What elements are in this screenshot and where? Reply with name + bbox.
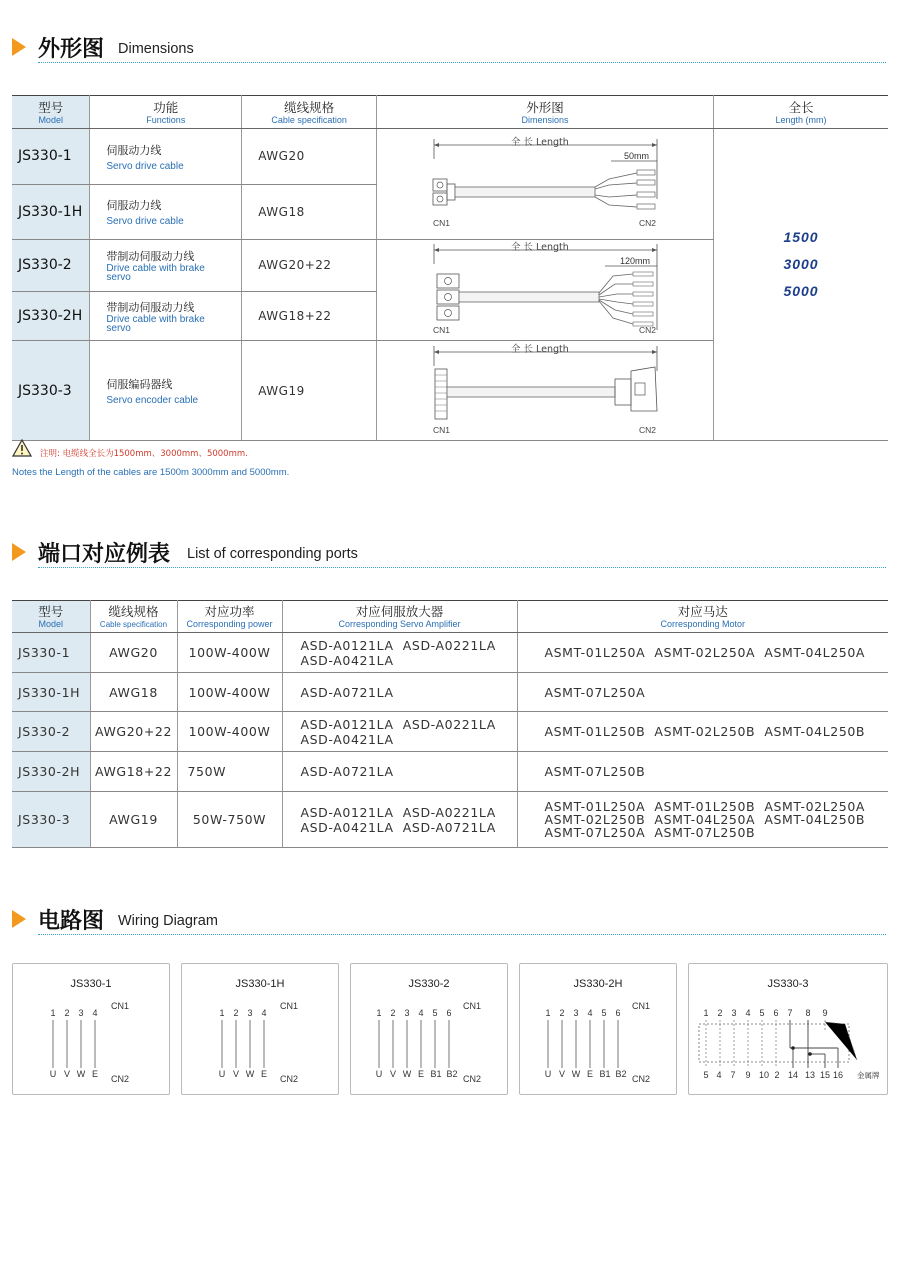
terminal-label: U [375, 1069, 383, 1079]
pin-label: 8 [805, 1008, 811, 1018]
terminal-label: V [232, 1069, 240, 1079]
terminal-label: E [417, 1069, 425, 1079]
cable-spec: AWG19 [90, 792, 177, 848]
power-value: 750W [177, 752, 282, 792]
wiring-title: JS330-1H [235, 978, 285, 990]
model-cell: JS330-1 [12, 129, 90, 185]
table-row [12, 712, 888, 752]
header-cable: 缆线规格 Cable specification [242, 96, 377, 129]
function-cn: 伺服动力线 [106, 143, 162, 157]
terminal-label: B1 [599, 1069, 611, 1079]
pin-label: 1 [50, 1008, 56, 1018]
section-title-en: Dimensions [118, 41, 194, 57]
model-cell: JS330-2 [12, 240, 90, 292]
header-cable: 缆线规格 Cable specification [90, 601, 177, 633]
cn1-label: CN1 [433, 425, 451, 435]
shield-label: 金属牌 [857, 1071, 880, 1080]
table-row [12, 129, 888, 185]
brake-cable-drawing [377, 240, 713, 336]
model-cell: JS330-3 [12, 341, 90, 441]
motor-cell: ASMT-07L250B [517, 752, 888, 792]
pin-label: 5 [601, 1008, 607, 1018]
header-motor: 对应马达 Corresponding Motor [517, 601, 888, 633]
pin-label: 4 [587, 1008, 593, 1018]
dimensions-table [12, 95, 888, 441]
amplifier-cell: ASD-A0121LA ASD-A0221LA ASD-A0421LA ASD-A0721LA [282, 792, 517, 848]
dim-120mm: 120mm [620, 256, 651, 266]
cn2-label: CN2 [639, 425, 657, 435]
pin-label: 2 [233, 1008, 239, 1018]
motor-cell: ASMT-01L250A ASMT-02L250A ASMT-04L250A [517, 633, 888, 673]
table-row [12, 673, 888, 712]
terminal-label: 7 [730, 1070, 736, 1080]
terminal-label: B2 [446, 1069, 458, 1079]
cn2-label: CN2 [632, 1074, 651, 1084]
section-arrow-icon [12, 38, 26, 56]
header-amplifier: 对应伺服放大器 Corresponding Servo Amplifier [282, 601, 517, 633]
pin-label: 2 [717, 1008, 723, 1018]
header-length: 全长 Length (mm) [714, 96, 888, 129]
drawing-power-cable [377, 129, 714, 240]
terminal-label: B2 [615, 1069, 627, 1079]
terminal-label: 16 [832, 1070, 844, 1080]
motor-cell: ASMT-01L250A ASMT-01L250B ASMT-02L250A ASMT-02L250B ASMT-04L250A ASMT-04L250B ASMT-07L250A ASMT-07L250B [517, 792, 888, 848]
terminal-label: 10 [758, 1070, 770, 1080]
cable-spec: AWG20+22 [90, 712, 177, 752]
amplifier-cell: ASD-A0721LA [282, 752, 517, 792]
table-row [12, 633, 888, 673]
terminal-label: U [218, 1069, 226, 1079]
section-title-cn: 电路图 [38, 909, 105, 934]
function-en: Drive cable with brake servo [106, 263, 205, 284]
length-label: 全 长 Length [511, 242, 569, 253]
wiring-diagram-js330-3 [688, 963, 888, 1095]
header-power: 对应功率 Corresponding power [177, 601, 282, 633]
pin-label: 9 [822, 1008, 828, 1018]
cn1-label: CN1 [433, 325, 451, 335]
pin-label: 3 [247, 1008, 253, 1018]
header-dimensions: 外形图 Dimensions [377, 96, 714, 129]
drawing-encoder-cable [377, 341, 714, 441]
cn1-label: CN1 [433, 218, 451, 228]
section-dimensions-header [12, 32, 886, 66]
wiring-diagram-js330-2h [519, 963, 677, 1095]
amplifier-cell: ASD-A0121LA ASD-A0221LA ASD-A0421LA [282, 712, 517, 752]
model-cell: JS330-2 [12, 712, 90, 752]
pin-label: 2 [64, 1008, 70, 1018]
header-model: 型号 Model [12, 96, 90, 129]
cable-spec: AWG18 [90, 673, 177, 712]
length-label: 全 长 Length [511, 344, 569, 355]
cable-spec: AWG20 [242, 129, 377, 185]
motor-cell: ASMT-07L250A [517, 673, 888, 712]
function-cn: 伺服动力线 [106, 199, 162, 213]
pin-label: 5 [759, 1008, 765, 1018]
terminal-label: V [558, 1069, 566, 1079]
cable-spec: AWG20 [90, 633, 177, 673]
pin-label: 2 [559, 1008, 565, 1018]
cable-spec: AWG19 [242, 341, 377, 441]
pin-label: 2 [390, 1008, 396, 1018]
section-arrow-icon [12, 910, 26, 928]
section-title-cn: 端口对应例表 [38, 542, 171, 567]
section-wiring-header [12, 904, 886, 938]
terminal-label: 5 [703, 1070, 709, 1080]
function-en: Drive cable with brake servo [106, 313, 205, 334]
function-cn: 带制动伺服动力线 [106, 250, 195, 264]
pin-label: 1 [219, 1008, 225, 1018]
wiring-diagram-js330-1 [12, 963, 170, 1095]
terminal-label: U [544, 1069, 552, 1079]
amplifier-cell: ASD-A0721LA [282, 673, 517, 712]
wiring-title: JS330-2H [573, 978, 623, 990]
model-cell: JS330-1H [12, 673, 90, 712]
motor-cell: ASMT-01L250B ASMT-02L250B ASMT-04L250B [517, 712, 888, 752]
pin-label: 3 [731, 1008, 737, 1018]
length-value: 5000 [783, 283, 819, 299]
terminal-label: 2 [774, 1070, 780, 1080]
cn1-label: CN1 [111, 1001, 130, 1011]
table-row [12, 792, 888, 848]
encoder-cable-drawing [377, 341, 713, 436]
cn2-label: CN2 [280, 1074, 299, 1084]
function-cn: 带制动伺服动力线 [106, 300, 195, 314]
terminal-label: W [245, 1069, 255, 1079]
cn2-label: CN2 [639, 218, 657, 228]
pin-label: 6 [446, 1008, 452, 1018]
header-functions: 功能 Functions [90, 96, 242, 129]
pin-label: 3 [573, 1008, 579, 1018]
model-cell: JS330-1H [12, 184, 90, 240]
pin-label: 6 [773, 1008, 779, 1018]
terminal-label: V [63, 1069, 71, 1079]
pin-label: 4 [418, 1008, 424, 1018]
pin-label: 1 [376, 1008, 382, 1018]
terminal-label: E [91, 1069, 99, 1079]
pin-label: 6 [615, 1008, 621, 1018]
power-value: 100W-400W [177, 712, 282, 752]
wiring-title: JS330-1 [70, 978, 112, 990]
model-cell: JS330-2H [12, 752, 90, 792]
cable-spec: AWG18+22 [242, 291, 377, 340]
model-cell: JS330-3 [12, 792, 90, 848]
amplifier-cell: ASD-A0121LA ASD-A0221LA ASD-A0421LA [282, 633, 517, 673]
terminal-label: 4 [716, 1070, 722, 1080]
cn2-label: CN2 [111, 1074, 130, 1084]
cn2-label: CN2 [639, 325, 657, 335]
wiring-diagram-js330-1h [181, 963, 339, 1095]
terminal-label: W [76, 1069, 86, 1079]
terminal-label: 13 [804, 1070, 816, 1080]
wiring-title: JS330-3 [767, 978, 809, 990]
pin-label: 4 [92, 1008, 98, 1018]
section-ports-header [12, 537, 886, 571]
terminal-label: E [260, 1069, 268, 1079]
terminal-label: B1 [430, 1069, 442, 1079]
model-cell: JS330-2H [12, 291, 90, 340]
function-en: Servo encoder cable [106, 395, 199, 406]
warning-icon [12, 439, 32, 457]
cn1-label: CN1 [280, 1001, 299, 1011]
pin-label: 7 [787, 1008, 793, 1018]
function-en: Servo drive cable [106, 160, 184, 172]
pin-label: 4 [261, 1008, 267, 1018]
terminal-label: 14 [787, 1070, 799, 1080]
section-title-en: Wiring Diagram [118, 913, 218, 929]
pin-label: 1 [545, 1008, 551, 1018]
pin-label: 3 [404, 1008, 410, 1018]
section-title-cn: 外形图 [38, 37, 105, 62]
dim-50mm: 50mm [624, 151, 650, 161]
power-value: 100W-400W [177, 673, 282, 712]
pin-label: 5 [432, 1008, 438, 1018]
pin-label: 1 [703, 1008, 709, 1018]
terminal-label: E [586, 1069, 594, 1079]
cable-spec: AWG20+22 [242, 240, 377, 292]
ports-table [12, 600, 888, 848]
wiring-diagram-js330-2 [350, 963, 508, 1095]
pin-label: 3 [78, 1008, 84, 1018]
drawing-brake-cable [377, 240, 714, 341]
length-value: 1500 [783, 229, 819, 245]
power-cable-drawing [377, 129, 713, 235]
note-en: Notes the Length of the cables are 1500m 3000mm and 5000mm. [12, 467, 290, 478]
function-cn: 伺服编码器线 [106, 378, 173, 391]
terminal-label: 9 [745, 1070, 751, 1080]
cable-spec: AWG18+22 [90, 752, 177, 792]
terminal-label: V [389, 1069, 397, 1079]
terminal-label: W [571, 1069, 581, 1079]
cn2-label: CN2 [463, 1074, 482, 1084]
table-row [12, 752, 888, 792]
model-cell: JS330-1 [12, 633, 90, 673]
length-value: 3000 [783, 256, 819, 272]
note-cn: 注明: 电缆线全长为1500mm、3000mm、5000mm. [40, 449, 248, 459]
terminal-label: U [49, 1069, 57, 1079]
power-value: 100W-400W [177, 633, 282, 673]
section-arrow-icon [12, 543, 26, 561]
wiring-title: JS330-2 [408, 978, 450, 990]
length-label: 全 长 Length [511, 137, 569, 148]
terminal-label: 15 [819, 1070, 831, 1080]
power-value: 50W-750W [177, 792, 282, 848]
header-model: 型号 Model [12, 601, 90, 633]
terminal-label: W [402, 1069, 412, 1079]
length-column [714, 129, 888, 441]
cable-spec: AWG18 [242, 184, 377, 240]
cn1-label: CN1 [463, 1001, 482, 1011]
section-title-en: List of corresponding ports [187, 546, 358, 562]
cn1-label: CN1 [632, 1001, 651, 1011]
pin-label: 4 [745, 1008, 751, 1018]
function-en: Servo drive cable [106, 216, 184, 228]
